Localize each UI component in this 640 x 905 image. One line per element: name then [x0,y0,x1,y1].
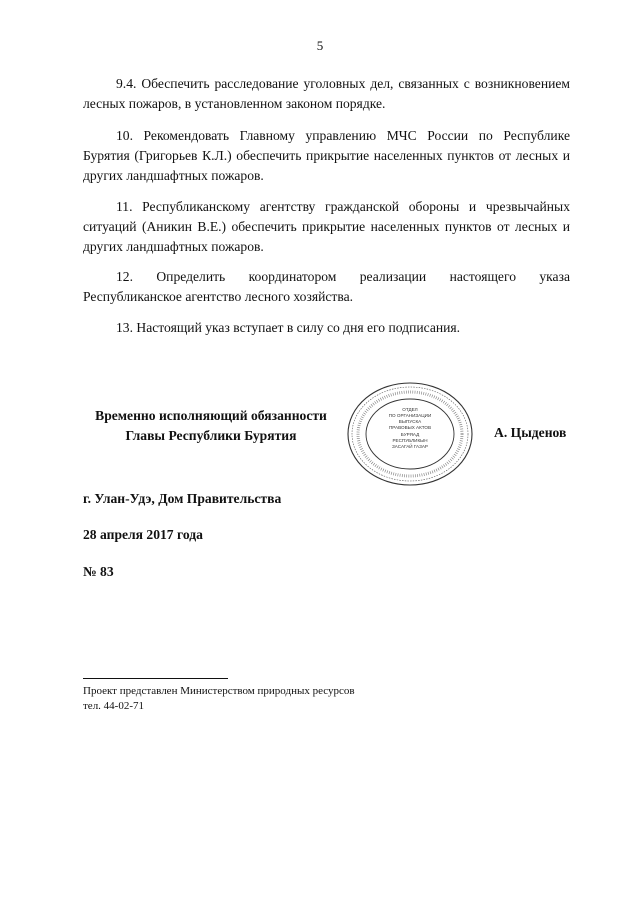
signatory-title-line1: Временно исполняющий обязанности [95,408,327,423]
signatory-title [80,406,342,446]
decree-number: № 83 [83,564,114,579]
stamp-line-2: ПО ОРГАНИЗАЦИИ [388,413,432,418]
stamp-line-5: БУРЯАД [400,432,420,437]
footnote-line2: тел. 44-02-71 [83,700,145,712]
paragraph-12: 12. Определить координатором реализации настоящего указа Республиканское агентство лесного хозяйства. [83,269,570,304]
stamp-line-3: ВЫПУСКА [398,419,422,424]
footnote [83,684,355,714]
issue-date: 28 апреля 2017 года [83,527,203,542]
stamp-line-7: ЗАСАГАЙ ГАЗАР [392,444,428,449]
paragraph-10: 10. Рекомендовать Главному управлению МЧС России по Республике Бурятия (Григорьев К.Л.) обеспечить прикрытие населенных пунктов от лесных и других ландшафтных пожаров. [83,128,570,183]
page-number: 5 [316,38,324,53]
stamp-line-4: ПРАВОВЫХ АКТОВ [388,425,432,430]
stamp-line-1: ОТДЕЛ [402,407,418,412]
footnote-divider [83,678,228,679]
official-seal-stamp [345,381,475,487]
signatory-title-line2: Главы Республики Бурятия [125,428,297,443]
stamp-line-6: РЕСПУБЛИКЫН [392,438,428,443]
paragraph-13: 13. Настоящий указ вступает в силу со дня его подписания. [116,320,461,335]
issue-place: г. Улан-Удэ, Дом Правительства [83,491,282,506]
signatory-name: А. Цыденов [494,425,567,440]
footnote-line1: Проект представлен Министерством природных ресурсов [83,685,355,697]
paragraph-11: 11. Республиканскому агентству гражданской обороны и чрезвычайных ситуаций (Аникин В.Е.) обеспечить прикрытие населенных пунктов от лесных и других ландшафтных пожаров. [83,199,570,254]
paragraph-9-4: 9.4. Обеспечить расследование уголовных дел, связанных с возникновением лесных пожаров, в установленном законом порядке. [83,76,570,111]
